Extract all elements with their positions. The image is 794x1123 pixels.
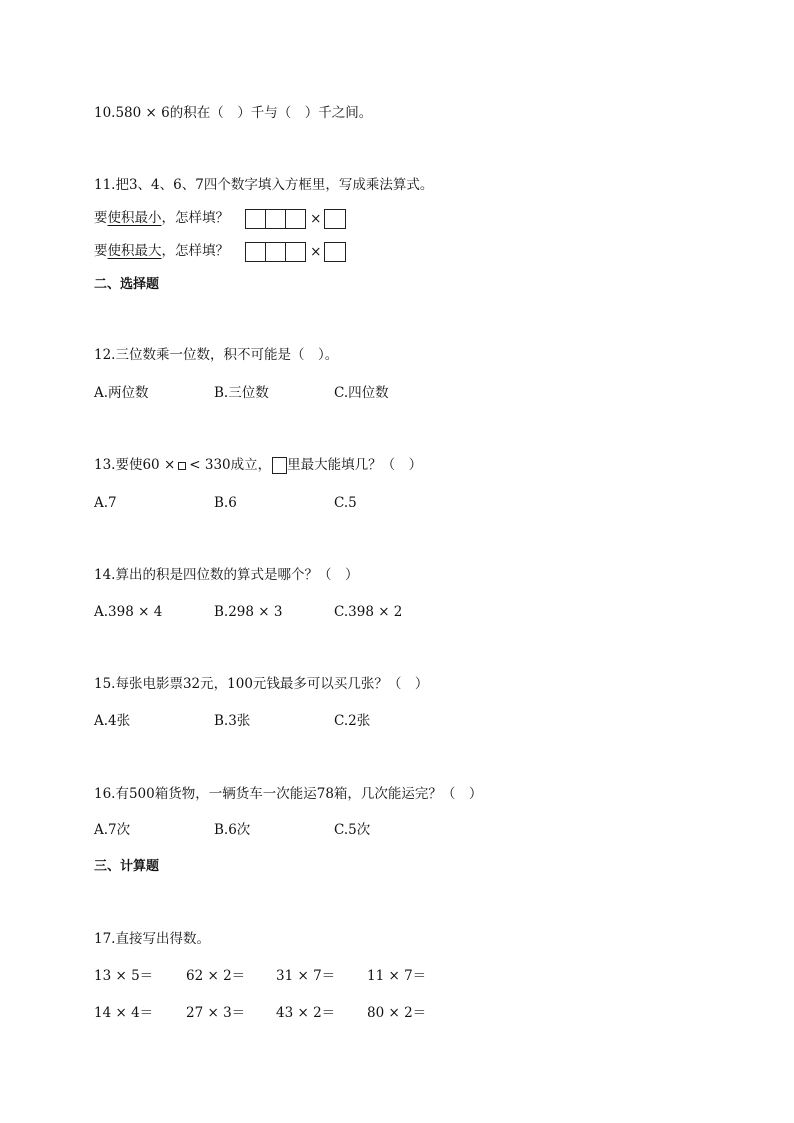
three-digit-boxes[interactable] [245, 209, 305, 229]
option-a[interactable]: A.4张 [94, 713, 131, 729]
section-heading-choice: 二、选择题 [94, 277, 160, 292]
section-heading-calculation: 三、计算题 [94, 859, 160, 874]
calc-item: 11 × 7＝ [367, 968, 427, 984]
digit-box[interactable] [285, 242, 306, 262]
digit-box[interactable] [245, 242, 266, 262]
one-digit-box[interactable] [324, 209, 346, 229]
calc-item: 13 × 5＝ [94, 968, 154, 984]
question-12-stem: 12.三位数乘一位数，积不可能是（ ）。 [94, 347, 339, 363]
question-10: 10.580 × 6的积在（ ）千与（ ）千之间。 [94, 105, 373, 121]
stem-part: 13.要使60 × [94, 457, 176, 473]
calc-item: 43 × 2＝ [276, 1005, 336, 1021]
option-c[interactable]: C.5次 [334, 822, 371, 838]
question-11-row-max [94, 241, 346, 262]
stem-part: 里最大能填几？（ ） [287, 457, 423, 473]
placeholder-box-icon [178, 462, 186, 470]
option-c[interactable]: C.四位数 [334, 385, 389, 401]
stem-part: < 330成立， [189, 457, 272, 473]
question-11-row-min [94, 208, 346, 229]
option-b[interactable]: B.3张 [214, 713, 251, 729]
underlined-text: 使积最小 [107, 210, 162, 226]
times-sign: × [310, 243, 322, 260]
question-13-stem [94, 455, 422, 475]
option-a[interactable]: A.398 × 4 [94, 604, 163, 620]
answer-box[interactable] [272, 457, 287, 474]
digit-box[interactable] [245, 209, 266, 229]
calc-item: 31 × 7＝ [276, 968, 336, 984]
three-digit-boxes[interactable] [245, 242, 305, 262]
calc-item: 62 × 2＝ [186, 968, 246, 984]
option-c[interactable]: C.398 × 2 [334, 604, 403, 620]
option-a[interactable]: A.7 [94, 495, 117, 511]
option-a[interactable]: A.两位数 [94, 385, 149, 401]
question-14-stem: 14.算出的积是四位数的算式是哪个？（ ） [94, 567, 359, 583]
option-c[interactable]: C.2张 [334, 713, 371, 729]
one-digit-box[interactable] [324, 242, 346, 262]
option-b[interactable]: B.三位数 [214, 385, 269, 401]
digit-box[interactable] [265, 209, 286, 229]
times-sign: × [310, 210, 322, 227]
question-16-stem: 16.有500箱货物，一辆货车一次能运78箱，几次能运完？（ ） [94, 786, 483, 802]
digit-box[interactable] [285, 209, 306, 229]
calc-item: 27 × 3＝ [186, 1005, 246, 1021]
calc-item: 14 × 4＝ [94, 1005, 154, 1021]
option-b[interactable]: B.6 [214, 495, 237, 511]
question-11-stem: 11.把3、4、6、7四个数字填入方框里，写成乘法算式。 [94, 177, 434, 193]
underlined-text: 使积最大 [107, 243, 162, 259]
row-prefix: 要 [94, 243, 108, 259]
digit-box[interactable] [265, 242, 286, 262]
question-15-stem: 15.每张电影票32元，100元钱最多可以买几张？（ ） [94, 676, 429, 692]
question-17-stem: 17.直接写出得数。 [94, 931, 210, 947]
option-b[interactable]: B.298 × 3 [214, 604, 283, 620]
row-suffix: ，怎样填？ [161, 243, 229, 259]
option-a[interactable]: A.7次 [94, 822, 131, 838]
row-prefix: 要 [94, 210, 108, 226]
option-b[interactable]: B.6次 [214, 822, 251, 838]
option-c[interactable]: C.5 [334, 495, 357, 511]
calc-item: 80 × 2＝ [367, 1005, 427, 1021]
row-suffix: ，怎样填？ [161, 210, 229, 226]
